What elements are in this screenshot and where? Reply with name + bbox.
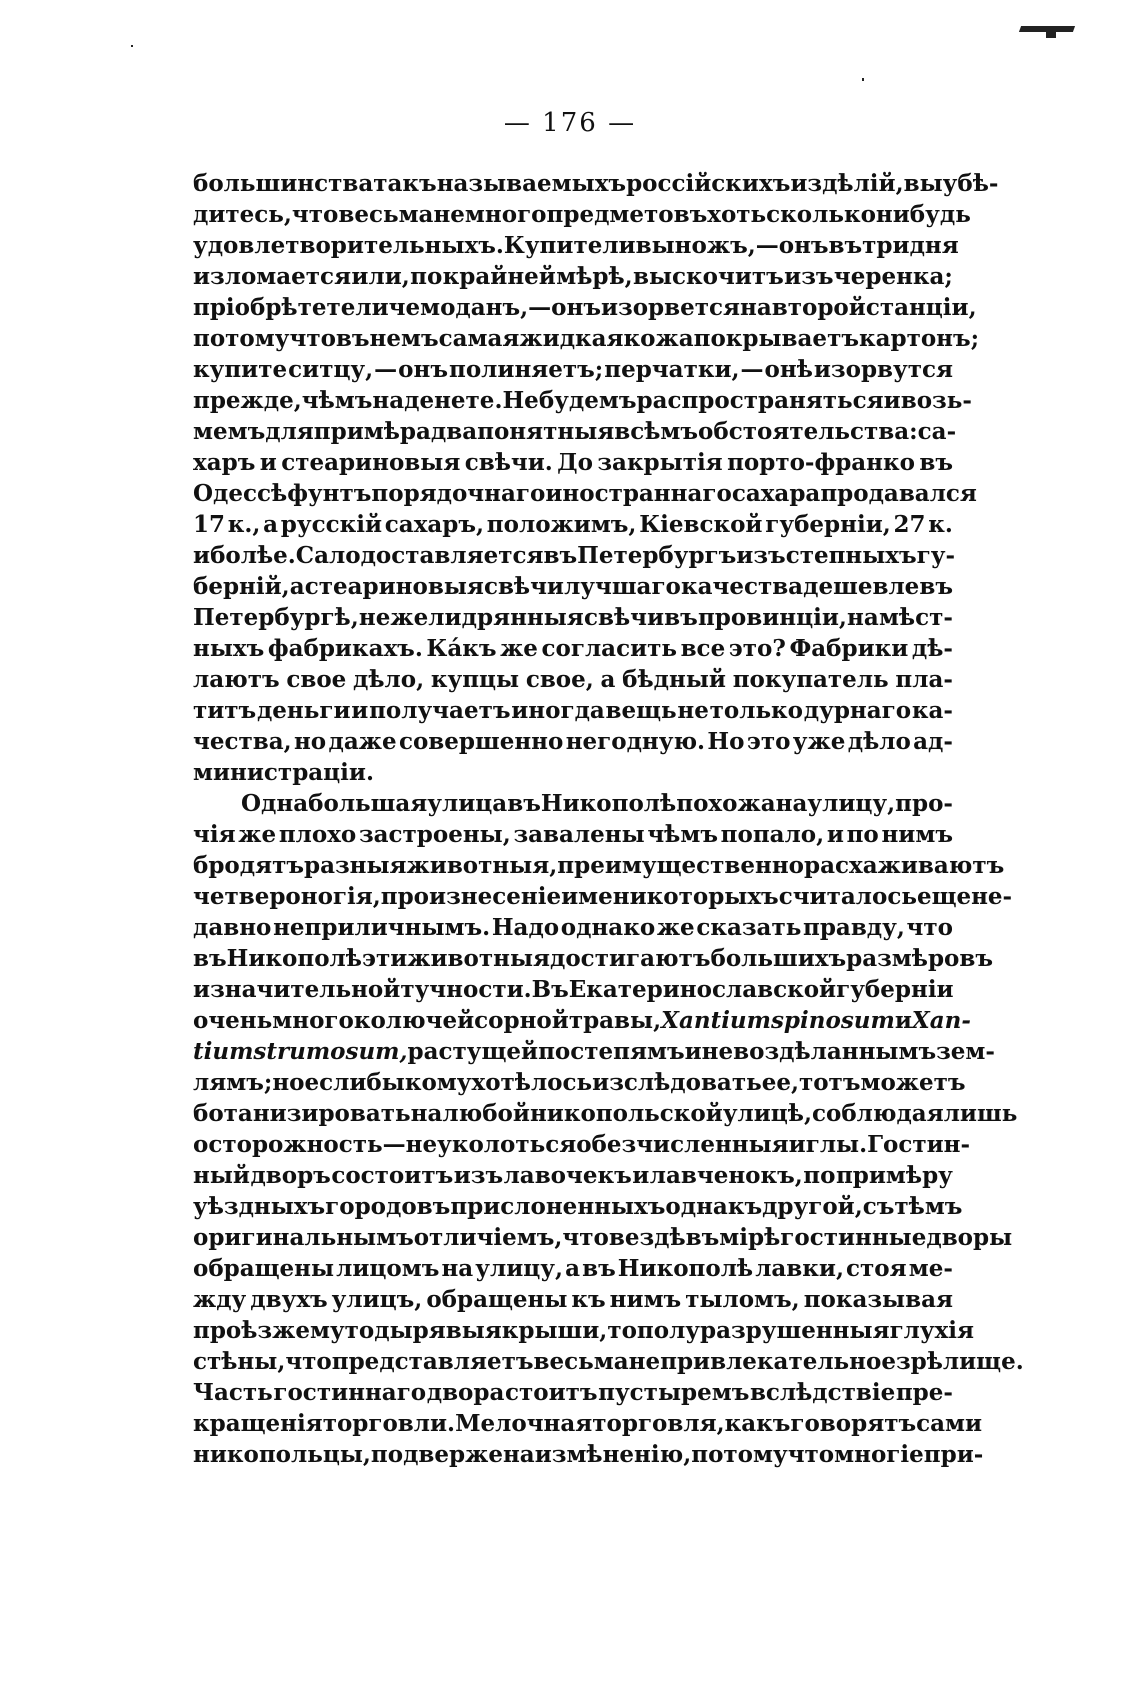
text-line: ботанизировать на любой никопольской улицѣ, соблюдая лишь [193,1100,1018,1127]
scan-artifact [862,78,864,81]
text-line: чества, но даже совершенно негодную. Но это уже дѣло ад- [193,728,953,755]
text-line: стѣны, что представляетъ весьма непривлекательное зрѣлище. [193,1348,1024,1375]
text-line: никопольцы, подвержена измѣненію, потому что многіе при- [193,1441,984,1468]
text-line: потому что въ немъ самая жидкая кожа покрываетъ картонъ; [193,325,980,352]
text-line: мемъ для примѣра два понятныя всѣмъ обстоятельства: са- [193,418,957,445]
scan-artifact [131,45,133,47]
text-line: Часть гостиннаго двора стоитъ пустыремъ вслѣдствіе пре- [193,1379,953,1406]
text-line: чія же плохо застроены, завалены чѣмъ попало, и по нимъ [193,821,953,848]
text-line: купите ситцу, — онъ полиняетъ; перчатки, — онѣ изорвутся [193,356,953,383]
paragraph [193,788,1024,1470]
text-line: обращены лицомъ на улицу, а въ Никополѣ лавки, стоя ме- [193,1255,953,1282]
text-line: уѣздныхъ городовъ прислоненныхъ одна къ другой, съ тѣмъ [193,1193,963,1220]
text-line: прежде, чѣмъ наденете. Не будемъ распространяться и возь- [193,387,972,414]
body-text [193,168,1024,1470]
text-line: дитесь, что весьма немного предметовъ хоть сколько нибудь [193,201,971,228]
text-line: бродятъ разныя животныя, преимущественно расхаживаютъ [193,852,1005,879]
text-line: харъ и стеариновыя свѣчи. До закрытія порто-франко въ [193,449,953,476]
text-line: очень много колючей сорной травы, Xantium spinosum и Xan- [193,1007,971,1034]
text-line: и болѣе. Сало доставляется въ Петербургъ изъ степныхъ гу- [193,542,956,569]
text-line: Одна большая улица въ Никополѣ похожа на улицу, про- [241,790,953,817]
text-line: оригинальнымъ отличіемъ, что вездѣ въ мірѣ гостинные дворы [193,1224,1013,1251]
text-line: пріобрѣтете ли чемоданъ,—онъ изорвется на второй станціи, [193,294,977,321]
text-line: и значительной тучности. Въ Екатеринославской губерніи [193,976,954,1003]
text-line: въ Никополѣ эти животныя достигаютъ большихъ размѣровъ [193,945,994,972]
text-line: удовлетворительныхъ. Купите ли вы ножъ,—онъ въ три дня [193,232,959,259]
text-line: давно неприличнымъ. Надо однако же сказать правду, что [193,914,953,941]
text-line: министраціи. [193,759,374,786]
text-line: 17 к., а русскій сахаръ, положимъ, Кіевской губерніи, 27 к. [193,511,953,538]
text-line: осторожность — не уколоться о безчисленныя иглы. Гостин- [193,1131,971,1158]
text-line: берній, а стеариновыя свѣчи лучшаго качества дешевле въ [193,573,953,600]
text-line: титъ деньги и получаетъ иногда вещь не только дурнаго ка- [193,697,953,724]
text-line: изломается или, по крайней мѣрѣ, выскочитъ изъ черенка; [193,263,953,290]
text-line: жду двухъ улицъ, обращены къ нимъ тыломъ, показывая [193,1286,953,1313]
text-line: tium strumosum, растущей по степямъ и невоздѣланнымъ зем- [193,1038,995,1065]
text-line: Петербургѣ, нежели дрянныя свѣчи въ провинціи, на мѣст- [193,604,953,631]
text-line: ный дворъ состоитъ изъ лавочекъ и лавченокъ, по примѣру [193,1162,953,1189]
text-line: Одессѣ фунтъ порядочнаго иностраннаго сахара продавался [193,480,977,507]
text-line: кращенія торговли. Мелочная торговля, какъ говорятъ сами [193,1410,983,1437]
text-line: лаютъ свое дѣло, купцы свое, а бѣдный покупатель пла- [193,666,953,693]
text-line: большинства такъ называемыхъ россійскихъ издѣлій, вы убѣ- [193,170,999,197]
page-number: — 176 — [503,108,637,138]
text-line: лямъ; но еслибы кому хотѣлось изслѣдовать ее, тотъ можетъ [193,1069,966,1096]
paragraph [193,168,999,788]
text-line: ныхъ фабрикахъ. Кáкъ же согласить все это? Фабрики дѣ- [193,635,953,662]
scan-artifact [1046,32,1056,38]
text-line: проѣзжему то дырявыя крыши, то полуразрушенныя глухія [193,1317,975,1344]
text-line: четвероногія, произнесеніе имени которыхъ считалось еще не- [193,883,1013,910]
